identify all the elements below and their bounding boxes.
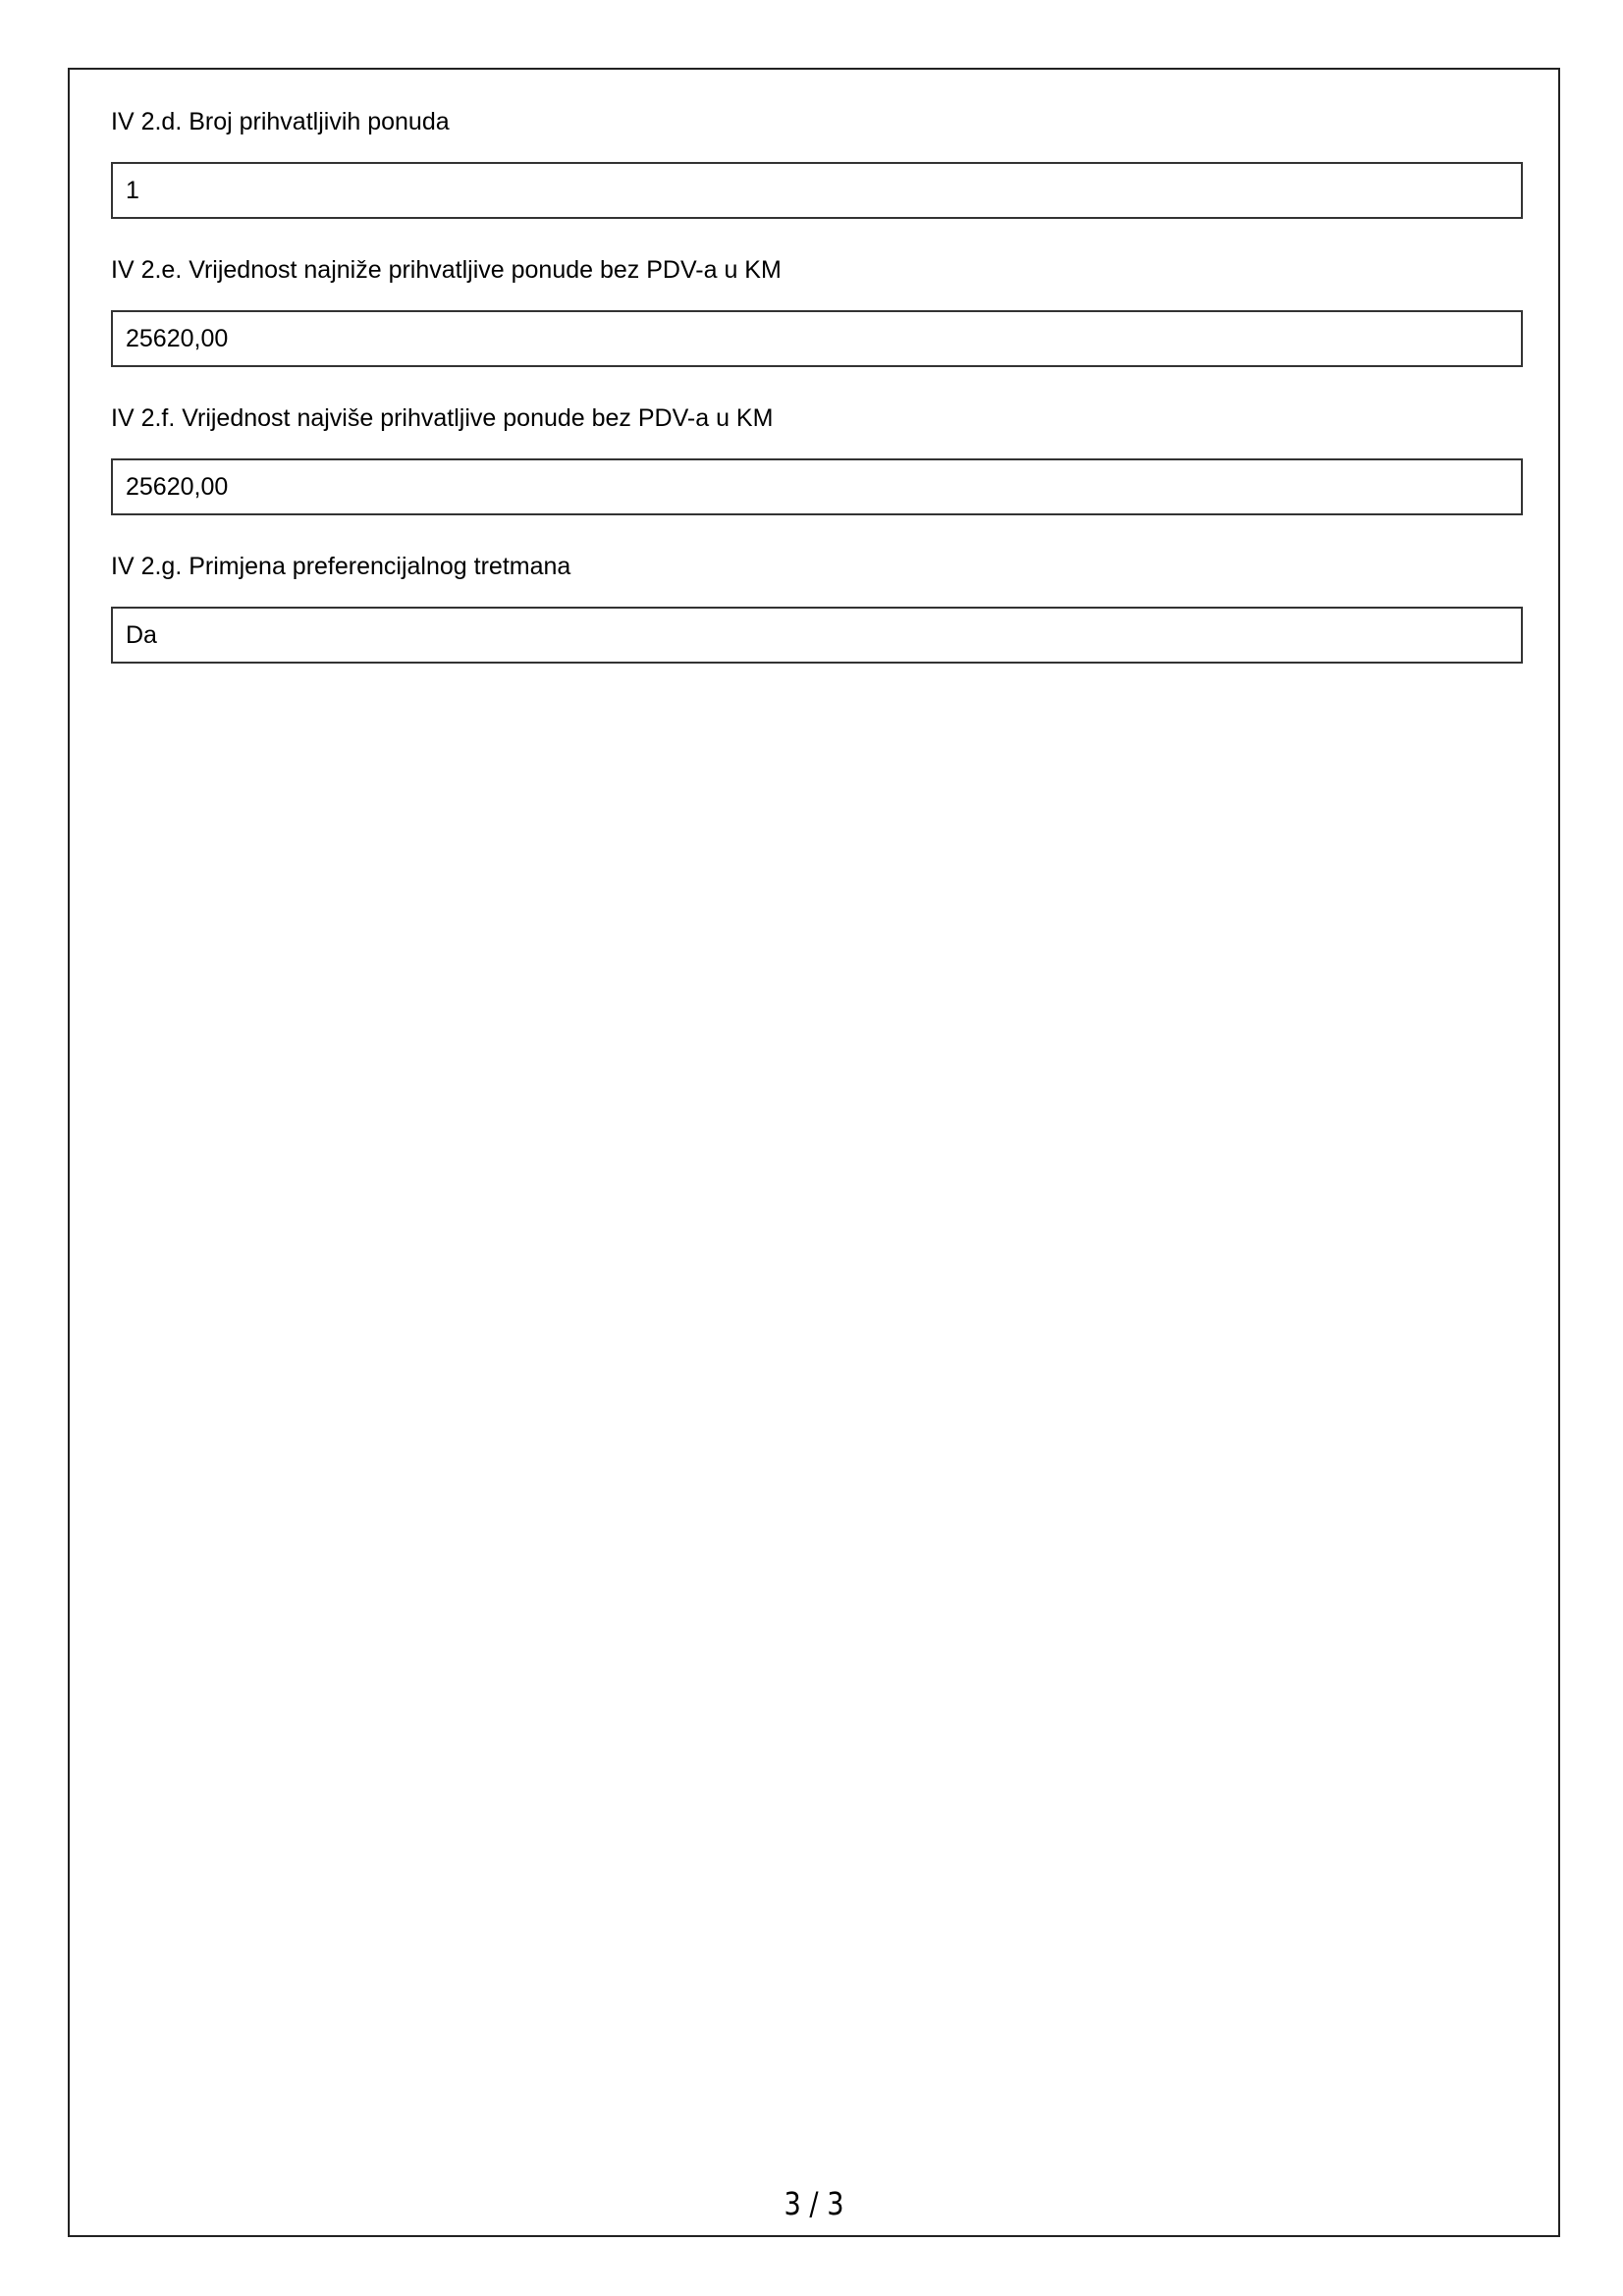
page-frame [68,68,1560,2237]
field-najniza-ponuda [111,255,1523,367]
field-preferencijalni-tretman [111,552,1523,664]
field-label: IV 2.d. Broj prihvatljivih ponuda [111,108,450,135]
field-label: IV 2.e. Vrijednost najniže prihvatljive ponude bez PDV-a u KM [111,256,782,284]
field-label: IV 2.g. Primjena preferencijalnog tretmana [111,553,571,580]
field-value-box: Da [111,607,1523,664]
field-najvisa-ponuda [111,403,1523,515]
form-content [111,107,1523,700]
field-value-box: 1 [111,162,1523,219]
field-label: IV 2.f. Vrijednost najviše prihvatljive ponude bez PDV-a u KM [111,404,774,432]
field-value-box: 25620,00 [111,310,1523,367]
page-number: 3 / 3 [784,2185,844,2222]
field-value-box: 25620,00 [111,458,1523,515]
field-broj-prihvatljivih-ponuda [111,107,1523,219]
